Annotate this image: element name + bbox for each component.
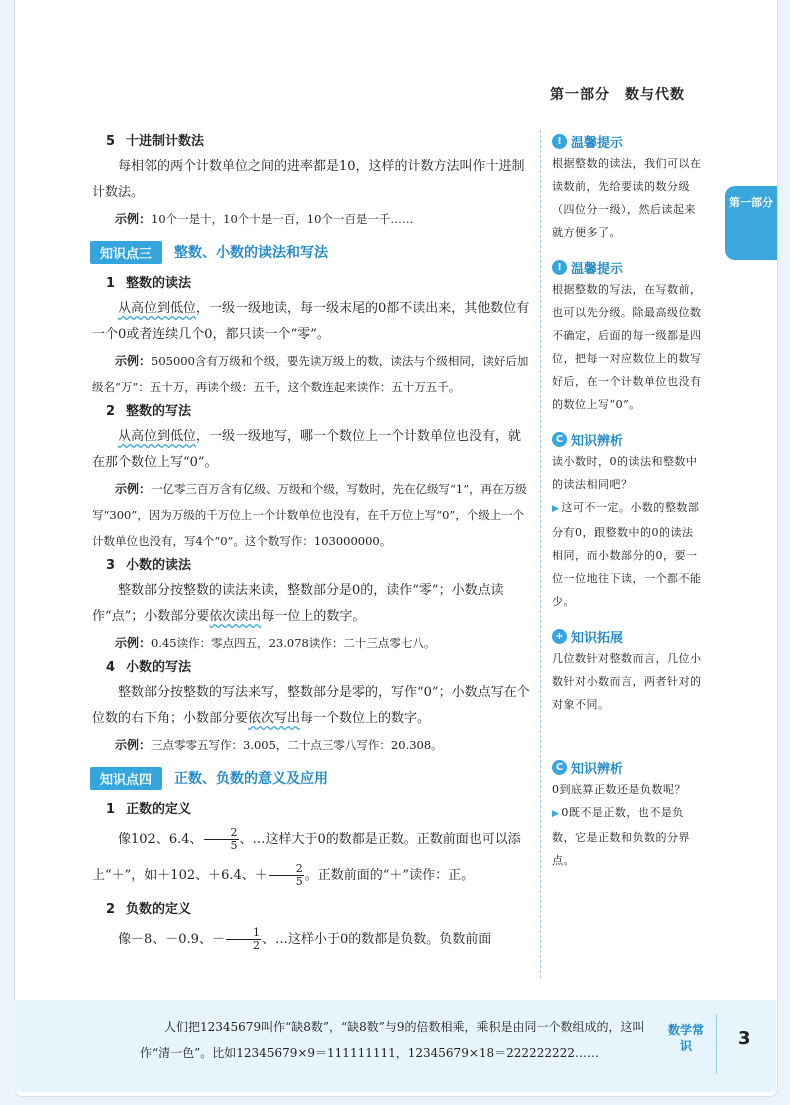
tip-box: ! 温馨提示 根据整数的读法，我们可以在读数前，先给要读的数分级（四位分一级），然后读起来就方便多了。 <box>552 130 702 244</box>
example: 示例：0.45读作：零点四五，23.078读作：二十三点零七八。 <box>115 636 436 650</box>
answer-text: ▶ 这可不一定。小数的整数部分有0，跟整数中的0的读法相同，而小数部分的0，要一位一位地往下读，一个都不能少。 <box>552 501 702 608</box>
triangle-icon: ▶ <box>552 809 560 819</box>
example: 示例：505000含有万级和个级，要先读万级上的数，读法与个级相同，读好后加级名“万”：五十万，再读个级：五千，这个数连起来读作：五十万五千。 <box>92 354 529 394</box>
paragraph: 像－8、－0.9、－ $\frac{1}{2}$ 、…这样小于0的数都是负数。负数前面 <box>118 926 492 952</box>
footer-text: 人们把12345679叫作“缺8数”，“缺8数”与9的倍数相乘，乘积是由同一个数组成的，这叫作“清一色”。比如12345679×9＝111111111，12345679×18＝222222222…… <box>140 1020 645 1060</box>
section-title: 1 正数的定义 <box>106 802 192 817</box>
analysis-box: C 知识辨析 0到底算正数还是负数呢？ ▶ 0既不是正数，也不是负数，它是正数和负数的分界点。 <box>552 756 702 872</box>
section-title: 2 整数的写法 <box>106 404 192 419</box>
section-title: 4 小数的写法 <box>106 660 192 675</box>
extension-box: + 知识拓展 几位数针对整数而言，几位小数针对小数而言，两者针对的对象不同。 <box>552 625 702 716</box>
answer-text: ▶ 0既不是正数，也不是负数，它是正数和负数的分界点。 <box>552 806 690 867</box>
tip-text: 根据整数的写法，在写数前，也可以先分级。除最高级位数不确定，后面的每一级都是四位，把每一对应数位上的数写好后，在一个计数单位也没有的数位上写“0”。 <box>552 283 702 411</box>
knowledge-point-header <box>90 238 532 266</box>
plus-icon: + <box>552 629 567 644</box>
paragraph: 每相邻的两个计数单位之间的进率都是10，这样的计数方法叫作十进制计数法。 <box>92 159 525 200</box>
question-text: 0到底算正数还是负数呢？ <box>552 783 686 796</box>
tip-text: 根据整数的读法，我们可以在读数前，先给要读的数分级（四位分一级），然后读起来就方便多了。 <box>552 157 702 239</box>
fraction: $\frac{1}{2}$ <box>226 927 261 952</box>
side-notes <box>552 130 702 884</box>
section-title: 1 整数的读法 <box>106 276 192 291</box>
exclamation-icon: ! <box>552 134 567 149</box>
section-title: 5 十进制计数法 <box>106 134 205 149</box>
example: 示例：一亿零三百万含有亿级、万级和个级，写数时，先在亿级写“1”，再在万级写“300”，因为万级的千万位上一个计数单位也没有，在千万位上写“0”，个级上一个计数单位也没有，写4个“0”。这个数写作：103000000。 <box>92 482 527 548</box>
paragraph: 像102、6.4、 $\frac{2}{5}$ 、…这样大于0的数都是正数。正数前面也可以添上“＋”，如＋102、＋6.4、＋ $\frac{2}{5}$ 。正数前面的“＋”读作：正。 <box>92 826 521 888</box>
footer <box>14 1000 776 1092</box>
analysis-box: C 知识辨析 读小数时，0的读法和整数中的读法相同吧？ ▶ 这可不一定。小数的整数部分有0，跟整数中的0的读法相同，而小数部分的0，要一位一位地往下读，一个都不能少。 <box>552 428 702 613</box>
question-text: 读小数时，0的读法和整数中的读法相同吧？ <box>552 455 698 491</box>
footer-divider <box>716 1014 717 1074</box>
analysis-icon: C <box>552 760 567 775</box>
section-title: 3 小数的读法 <box>106 558 192 573</box>
knowledge-point-tag: 知识点四 <box>90 767 162 790</box>
knowledge-point-header <box>90 764 532 792</box>
fraction: $\frac{2}{5}$ <box>204 827 239 852</box>
main-content <box>92 130 532 958</box>
triangle-icon: ▶ <box>552 504 560 514</box>
paragraph: 从高位到低位，一级一级地写，哪一个数位上一个计数单位也没有，就在那个数位上写“0”。 <box>92 429 522 470</box>
chapter-tab[interactable]: 第一部分 <box>725 186 777 260</box>
example: 示例：三点零零五写作：3.005，二十点三零八写作：20.308。 <box>115 738 443 752</box>
footer-label: 数学常识 <box>667 1023 704 1053</box>
running-header: 第一部分 数与代数 <box>550 87 685 103</box>
paragraph: 整数部分按整数的写法来写，整数部分是零的，写作“0”；小数点写在个位数的右下角；小数部分要依次写出每一个数位上的数字。 <box>92 685 530 726</box>
column-divider <box>540 130 541 978</box>
paragraph: 从高位到低位，一级一级地读，每一级末尾的0都不读出来，其他数位有一个0或者连续几个0，都只读一个“零”。 <box>92 301 530 342</box>
knowledge-point-title: 正数、负数的意义及应用 <box>174 771 329 787</box>
paragraph: 整数部分按整数的读法来读，整数部分是0的，读作“零”；小数点读作“点”；小数部分要依次读出每一位上的数字。 <box>92 583 504 624</box>
section-title: 2 负数的定义 <box>106 902 192 917</box>
page-number: 3 <box>738 1028 751 1049</box>
knowledge-point-title: 整数、小数的读法和写法 <box>174 245 329 261</box>
analysis-icon: C <box>552 432 567 447</box>
example: 示例：10个一是十，10个十是一百，10个一百是一千…… <box>115 212 414 226</box>
tip-box: ! 温馨提示 根据整数的写法，在写数前，也可以先分级。除最高级位数不确定，后面的每一级都是四位，把每一对应数位上的数写好后，在一个计数单位也没有的数位上写“0”。 <box>552 256 702 416</box>
exclamation-icon: ! <box>552 260 567 275</box>
knowledge-point-tag: 知识点三 <box>90 241 162 264</box>
extension-text: 几位数针对整数而言，几位小数针对小数而言，两者针对的对象不同。 <box>552 652 702 711</box>
fraction: $\frac{2}{5}$ <box>269 863 304 888</box>
